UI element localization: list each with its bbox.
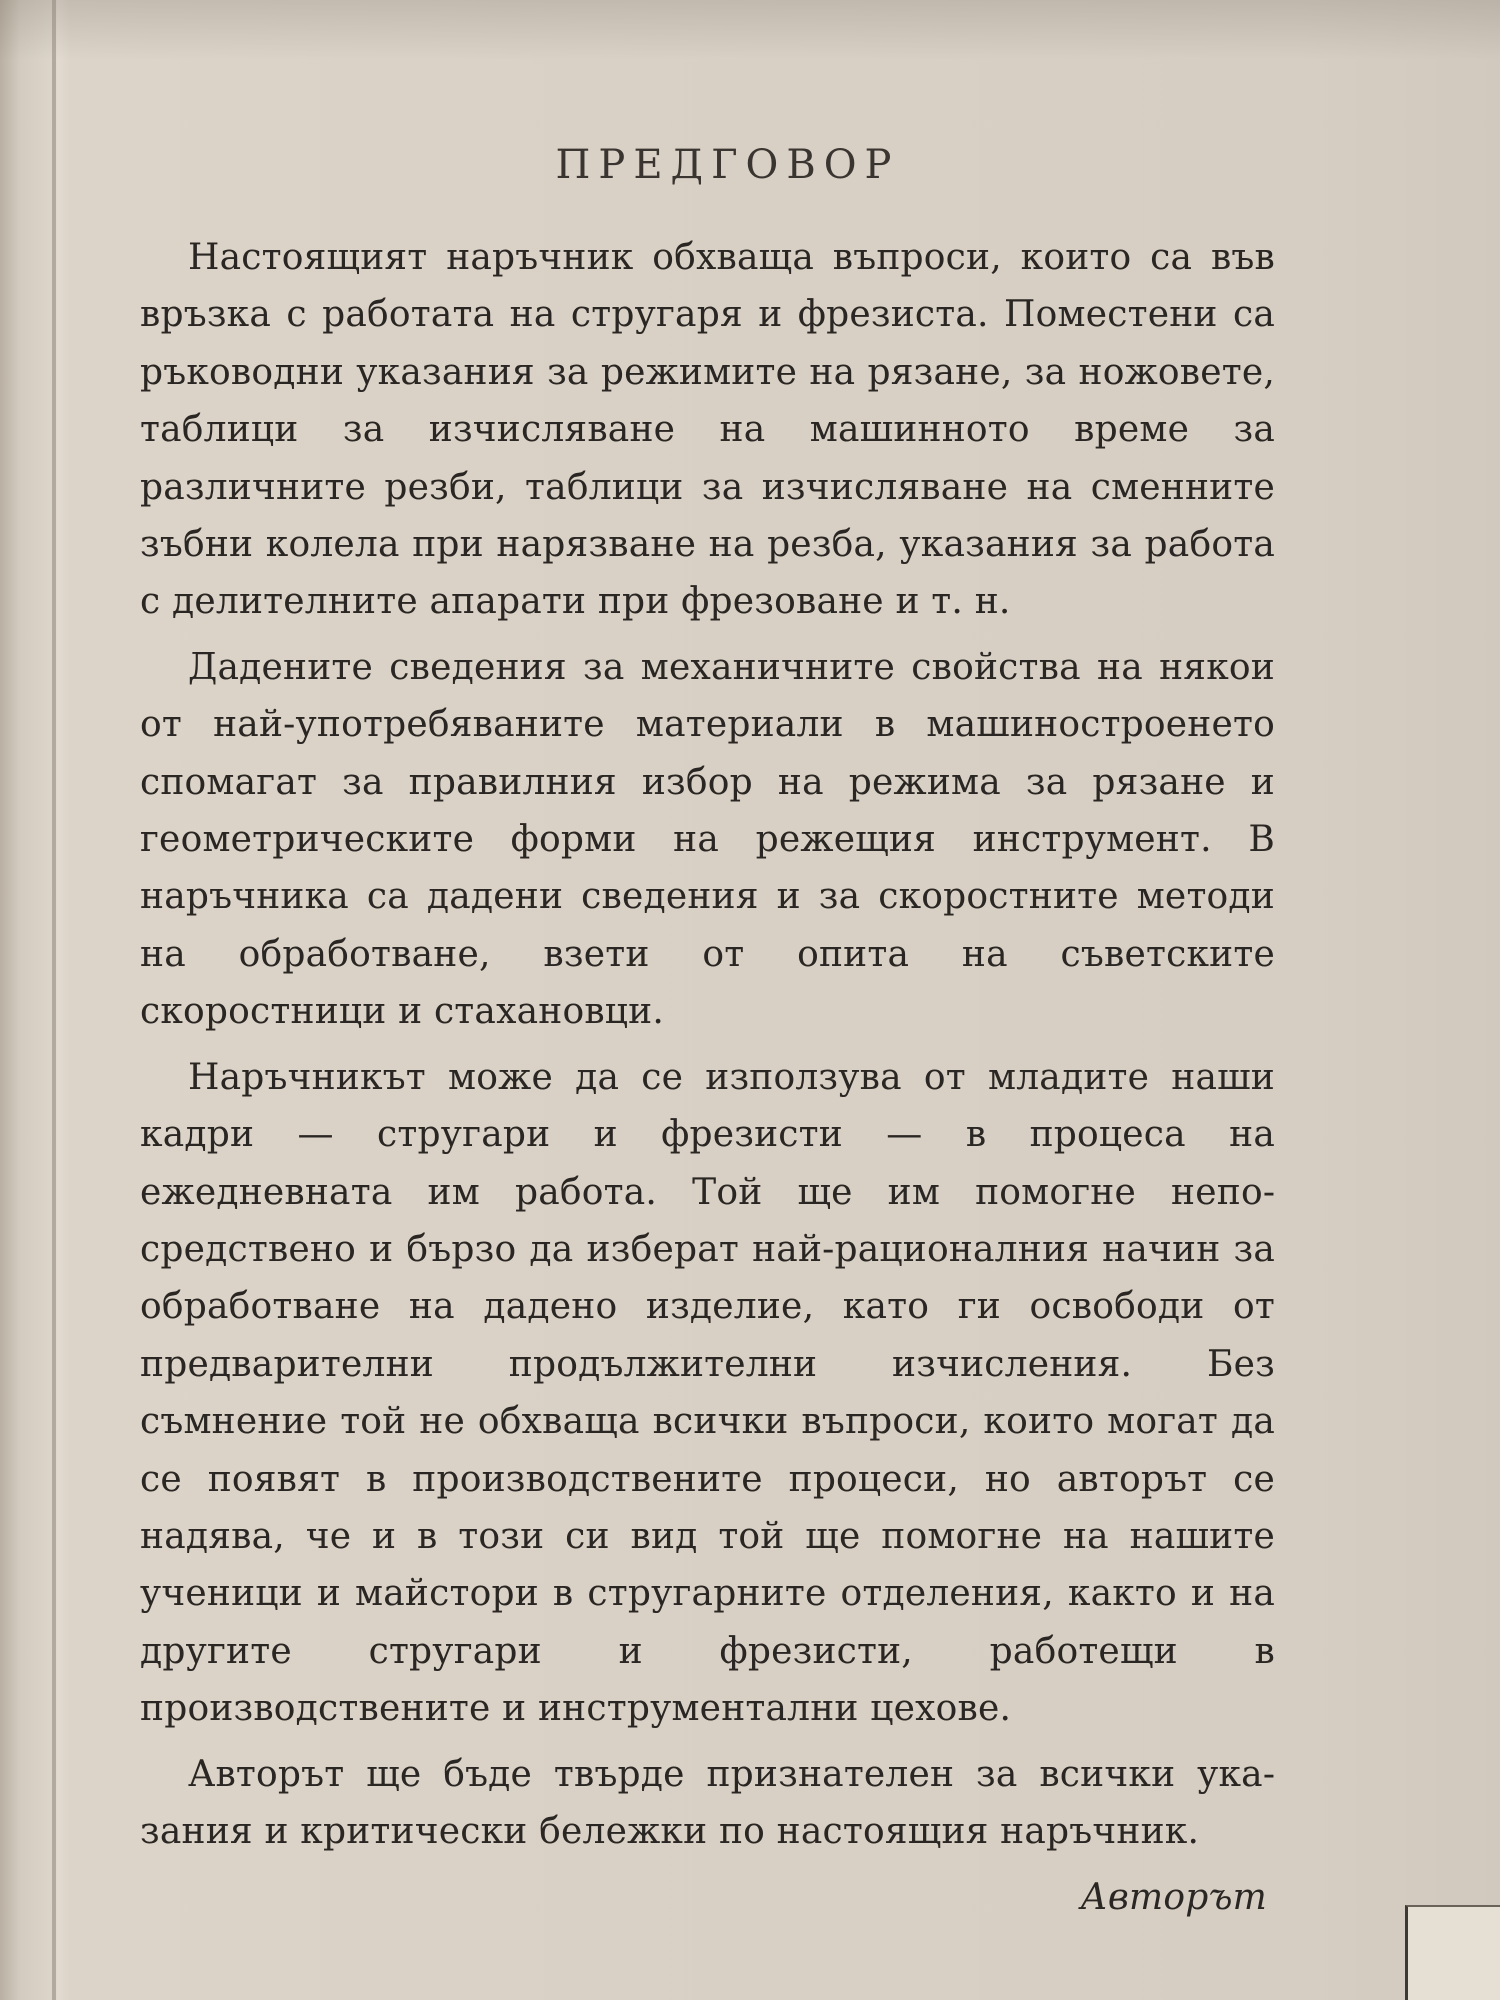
paragraph-4: Авторът ще бъде твърде признателен за всички указания и критически бележки по настоящия наръчник. (140, 1753, 1275, 1852)
paragraph-2: Дадените сведения за механичните свойства на някои от най-употребяваните материали в машиностроенето спомагат за правилния избор на режима за рязане и геометрическите форми на режещия инструмент. В наръчника са дадени сведения и за скоростните методи на обработване, взети от опита на съветските скоростници и стахановци. (140, 646, 1275, 1033)
paragraph-1: Настоящият наръчник обхваща въпроси, които са във връзка с работата на стругаря и фрезиста. Поместени са ръководни указания за режимите на рязане, за ножовете, таблици за изчисляване на машинното време за различните резби, таблици за изчисляване на сменните зъбни колела при нарязване на резба, указания за работа с делителните апарати при фрезоване и т. н. (140, 237, 1275, 623)
page-corner (1405, 1905, 1500, 2000)
book-gutter (52, 0, 56, 2000)
page-title: ПРЕДГОВОР (555, 142, 900, 188)
page-shadow (0, 0, 1500, 60)
author-signature: Авторът (1080, 1877, 1267, 1919)
preface-text (140, 135, 1275, 1928)
paragraph-3: Наръчникът може да се използува от младите наши кадри — стругари и фрезисти — в процеса на ежедневната им работа. Той ще им помогне непосредствено и бързо да изберат най-рационалния начин за обработване на дадено изделие, като ги освободи от предварителни продължителни изчисления. Без съмнение той не обхваща всички въпроси, които могат да се появят в производствените процеси, но авторът се надява, че и в този си вид той ще помогне на нашите ученици и майстори в стругарните отделения, както и на другите стругари и фрезисти, работещи в производствените и инструментални цехове. (140, 1056, 1275, 1730)
